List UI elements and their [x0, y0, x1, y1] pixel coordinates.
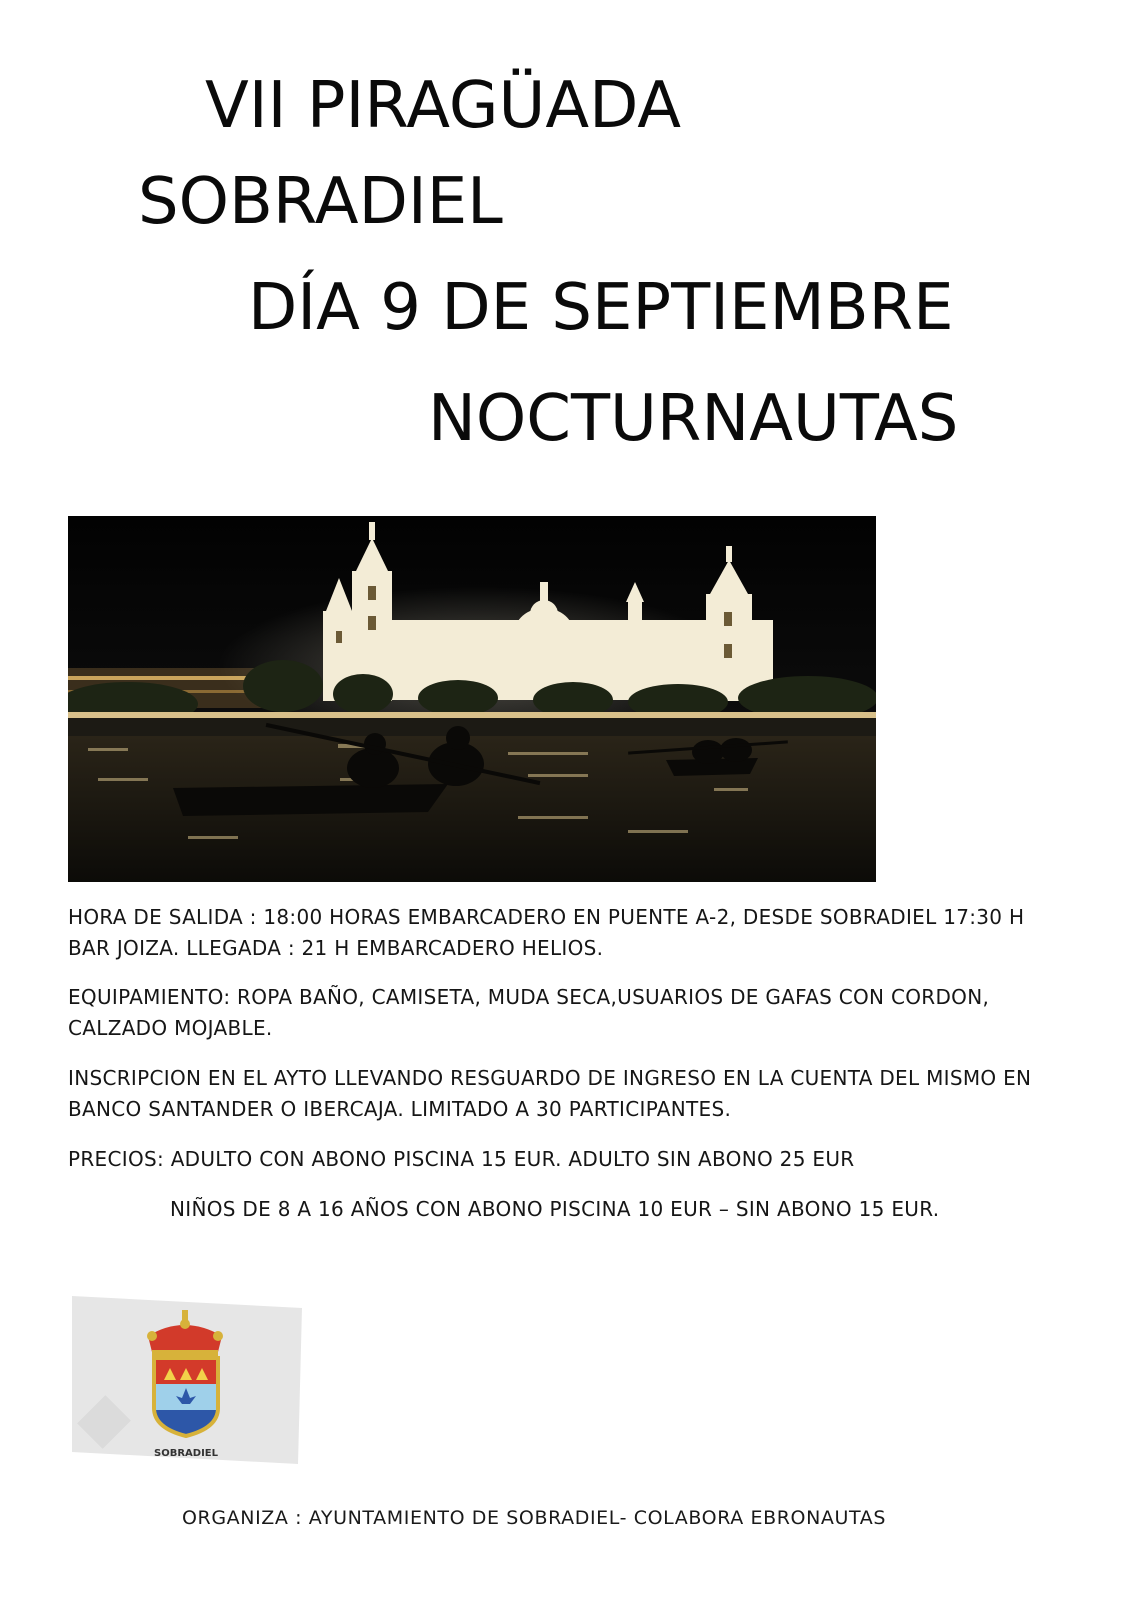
event-date: DÍA 9 DE SEPTIEMBRE	[248, 271, 954, 345]
event-title: VII PIRAGÜADA	[205, 69, 682, 143]
organizer-footer: ORGANIZA : AYUNTAMIENTO DE SOBRADIEL- COLABORA EBRONAUTAS	[182, 1507, 886, 1529]
sobradiel-coat-of-arms-logo	[72, 1296, 302, 1464]
departure-info: HORA DE SALIDA : 18:00 HORAS EMBARCADERO EN PUENTE A-2, DESDE SOBRADIEL 17:30 H BAR JOIZA. LLEGADA : 21 H EMBARCADERO HELIOS.	[68, 905, 1025, 960]
children-prices: NIÑOS DE 8 A 16 AÑOS CON ABONO PISCINA 10 EUR – SIN ABONO 15 EUR.	[170, 1197, 940, 1221]
night-basilica-photo	[68, 516, 876, 882]
registration-info: INSCRIPCION EN EL AYTO LLEVANDO RESGUARDO DE INGRESO EN LA CUENTA DEL MISMO EN BANCO SANTANDER O IBERCAJA. LIMITADO A 30 PARTICIPANTES.	[68, 1066, 1032, 1121]
adult-prices: PRECIOS: ADULTO CON ABONO PISCINA 15 EUR. ADULTO SIN ABONO 25 EUR	[68, 1147, 855, 1171]
equipment-info: EQUIPAMIENTO: ROPA BAÑO, CAMISETA, MUDA SECA,USUARIOS DE GAFAS CON CORDON, CALZADO MOJABLE.	[68, 985, 990, 1040]
kayakers-river-image	[68, 516, 876, 882]
logo-caption: SOBRADIEL	[154, 1448, 218, 1459]
coat-of-arms-icon	[72, 1296, 302, 1464]
event-subtitle: NOCTURNAUTAS	[428, 382, 959, 456]
event-location: SOBRADIEL	[138, 165, 503, 239]
